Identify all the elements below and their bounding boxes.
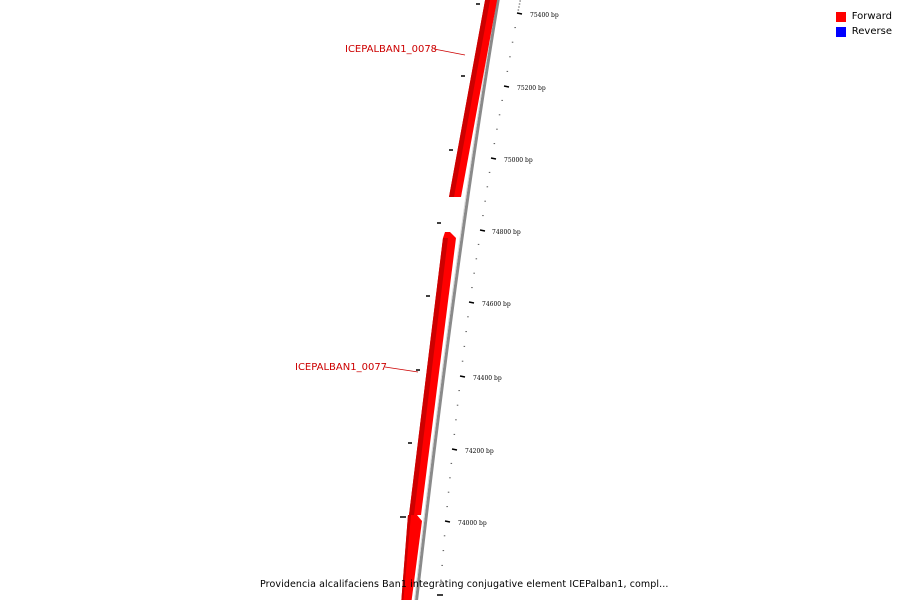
legend-label: Forward xyxy=(851,11,892,22)
scale-tick-label: 75200 bp xyxy=(517,85,546,92)
scale-major-tick xyxy=(452,449,457,450)
scale-tick-label: 75000 bp xyxy=(504,157,533,164)
scale-major-tick xyxy=(517,13,522,14)
scale-major-tick xyxy=(469,302,474,303)
scale-major-tick xyxy=(491,158,496,159)
legend xyxy=(836,9,892,39)
gene-label-leader xyxy=(385,367,418,372)
scale-tick-label: 74400 bp xyxy=(473,375,502,382)
reverse-swatch-icon xyxy=(836,27,846,37)
scale-major-tick xyxy=(504,86,509,87)
scale-ticks xyxy=(440,1,559,580)
scale-major-tick xyxy=(460,376,465,377)
legend-item-forward xyxy=(836,9,892,24)
scale-major-tick xyxy=(480,230,485,231)
scale-tick-label: 74600 bp xyxy=(482,301,511,308)
sequence-caption: Providencia alcalifaciens Ban1 integrating conjugative element ICEPalban1, compl... xyxy=(260,579,669,590)
gene-label-leader xyxy=(434,49,465,55)
scale-major-tick xyxy=(445,521,450,522)
legend-item-reverse xyxy=(836,24,892,39)
scale-tick-label: 74000 bp xyxy=(458,520,487,527)
legend-label: Reverse xyxy=(851,26,892,37)
gene-label: ICEPALBAN1_0078 xyxy=(345,44,438,55)
scale-tick-label: 74800 bp xyxy=(492,229,521,236)
forward-swatch-icon xyxy=(836,12,846,22)
backbone-line xyxy=(416,0,499,600)
scale-tick-label: 75400 bp xyxy=(530,12,559,19)
gene-label: ICEPALBAN1_0077 xyxy=(295,362,388,373)
scale-tick-label: 74200 bp xyxy=(465,448,494,455)
